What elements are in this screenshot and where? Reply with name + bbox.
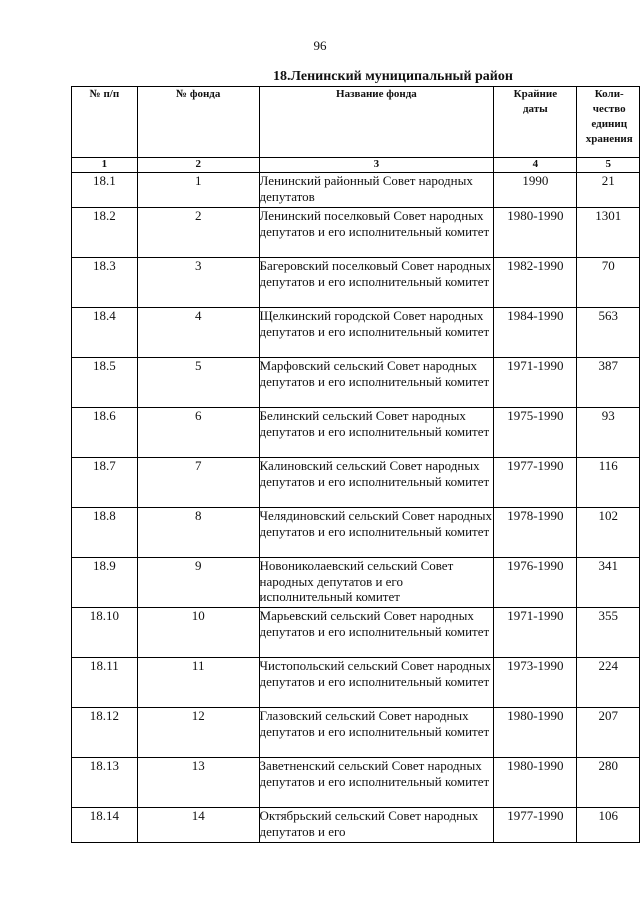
cell-count: 106 [577,808,640,843]
table-row [72,173,640,208]
column-numbers-row [72,158,640,173]
cell-num: 18.14 [72,808,138,843]
cell-fond: 1 [137,173,259,208]
cell-name: Ленинский районный Совет народных депутатов [259,173,494,208]
cell-fond: 10 [137,608,259,658]
cell-num: 18.3 [72,258,138,308]
cell-dates: 1971-1990 [494,358,577,408]
cell-fond: 7 [137,458,259,508]
cell-dates: 1977-1990 [494,458,577,508]
col-number: 1 [72,158,138,173]
cell-fond: 4 [137,308,259,358]
cell-fond: 13 [137,758,259,808]
table-row [72,558,640,608]
table-row [72,308,640,358]
cell-fond: 2 [137,208,259,258]
cell-count: 207 [577,708,640,758]
cell-dates: 1990 [494,173,577,208]
cell-num: 18.6 [72,408,138,458]
cell-name: Заветненский сельский Совет народных депутатов и его исполнительный комитет [259,758,494,808]
cell-dates: 1978-1990 [494,508,577,558]
col-number: 4 [494,158,577,173]
cell-dates: 1976-1990 [494,558,577,608]
cell-name: Ленинский поселковый Совет народных депутатов и его исполнительный комитет [259,208,494,258]
cell-num: 18.10 [72,608,138,658]
table-row [72,608,640,658]
archive-fonds-table [71,86,640,843]
cell-count: 116 [577,458,640,508]
cell-num: 18.12 [72,708,138,758]
table-row [72,458,640,508]
cell-count: 280 [577,758,640,808]
cell-count: 387 [577,358,640,408]
cell-num: 18.11 [72,658,138,708]
cell-fond: 6 [137,408,259,458]
cell-num: 18.4 [72,308,138,358]
cell-num: 18.7 [72,458,138,508]
table-row [72,758,640,808]
cell-num: 18.2 [72,208,138,258]
cell-name: Глазовский сельский Совет народных депутатов и его исполнительный комитет [259,708,494,758]
cell-name: Октябрьский сельский Совет народных депутатов и его [259,808,494,843]
cell-fond: 12 [137,708,259,758]
table-row [72,808,640,843]
table-row [72,708,640,758]
cell-name: Новониколаевский сельский Совет народных депутатов и его исполнительный комитет [259,558,494,608]
cell-num: 18.8 [72,508,138,558]
cell-count: 70 [577,258,640,308]
cell-fond: 9 [137,558,259,608]
cell-dates: 1973-1990 [494,658,577,708]
cell-fond: 8 [137,508,259,558]
cell-fond: 5 [137,358,259,408]
cell-fond: 14 [137,808,259,843]
cell-name: Марфовский сельский Совет народных депутатов и его исполнительный комитет [259,358,494,408]
cell-name: Челядиновский сельский Совет народных депутатов и его исполнительный комитет [259,508,494,558]
page-number: 96 [313,38,327,53]
cell-count: 1301 [577,208,640,258]
cell-dates: 1980-1990 [494,708,577,758]
cell-dates: 1980-1990 [494,208,577,258]
cell-dates: 1982-1990 [494,258,577,308]
cell-dates: 1977-1990 [494,808,577,843]
table-row [72,408,640,458]
table-row [72,258,640,308]
cell-fond: 11 [137,658,259,708]
col-number: 5 [577,158,640,173]
header-count: Коли-чество единиц хранения [577,87,640,158]
table-row [72,358,640,408]
cell-name: Багеровский поселковый Совет народных депутатов и его исполнительный комитет [259,258,494,308]
cell-name: Чистопольский сельский Совет народных депутатов и его исполнительный комитет [259,658,494,708]
cell-count: 102 [577,508,640,558]
cell-count: 355 [577,608,640,658]
cell-count: 563 [577,308,640,358]
header-fond: № фонда [137,87,259,158]
cell-name: Марьевский сельский Совет народных депутатов и его исполнительный комитет [259,608,494,658]
col-number: 2 [137,158,259,173]
header-name: Название фонда [259,87,494,158]
cell-num: 18.5 [72,358,138,408]
table-row [72,508,640,558]
cell-count: 21 [577,173,640,208]
cell-dates: 1980-1990 [494,758,577,808]
cell-name: Белинский сельский Совет народных депутатов и его исполнительный комитет [259,408,494,458]
cell-fond: 3 [137,258,259,308]
cell-num: 18.13 [72,758,138,808]
table-row [72,658,640,708]
cell-num: 18.1 [72,173,138,208]
cell-dates: 1984-1990 [494,308,577,358]
cell-count: 224 [577,658,640,708]
header-num: № п/п [72,87,138,158]
cell-dates: 1971-1990 [494,608,577,658]
section-title: 18.Ленинский муниципальный район [273,69,513,84]
table-header-row [72,87,640,158]
cell-count: 341 [577,558,640,608]
cell-name: Щелкинский городской Совет народных депутатов и его исполнительный комитет [259,308,494,358]
col-number: 3 [259,158,494,173]
cell-count: 93 [577,408,640,458]
cell-num: 18.9 [72,558,138,608]
header-dates: Крайние даты [494,87,577,158]
cell-name: Калиновский сельский Совет народных депутатов и его исполнительный комитет [259,458,494,508]
cell-dates: 1975-1990 [494,408,577,458]
table-row [72,208,640,258]
